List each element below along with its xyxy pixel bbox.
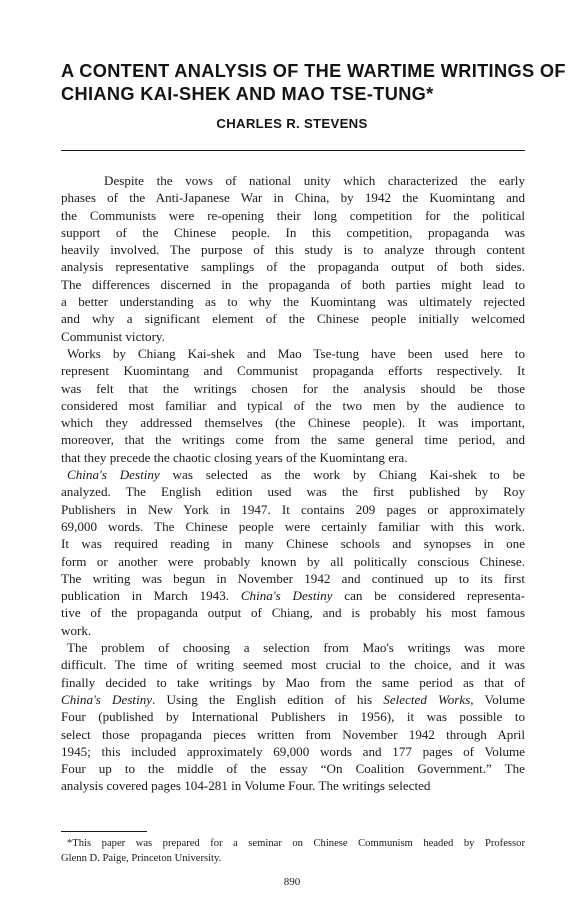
book-title-italic: China's Destiny <box>61 691 153 707</box>
body-line: the Communists were re-opening their long competition for the political <box>61 207 525 223</box>
body-line: form or another were probably known by all politically conscious Chinese. <box>61 553 525 569</box>
body-line: analysis covered pages 104-281 in Volume Four. The writings selected <box>61 778 431 794</box>
body-line: 69,000 words. The Chinese people were certainly familiar with this work. <box>61 518 525 534</box>
body-line: Four (published by International Publishers in 1956), it was possible to <box>61 709 525 725</box>
body-line: a better understanding as to why the Kuomintang was ultimately rejected <box>61 294 525 310</box>
article-title <box>61 60 566 106</box>
body-line: Despite the vows of national unity which characterized the early <box>104 173 525 188</box>
body-line-fragment: was selected as the work by Chiang Kai-shek to be <box>159 467 525 483</box>
body-line: difficult. The time of writing seemed most crucial to the choice, and it was <box>61 657 525 673</box>
book-title-italic: China's Destiny <box>67 467 160 483</box>
body-line: analysis representative samplings of the propaganda output of both sides. <box>61 259 525 275</box>
body-line: It was required reading in many Chinese schools and synopses in one <box>61 536 525 552</box>
body-line <box>61 691 525 708</box>
body-line: 1945; this included approximately 69,000 words and 177 pages of Volume <box>61 743 525 759</box>
author-name: CHARLES R. STEVENS <box>216 116 368 131</box>
title-line-1: A CONTENT ANALYSIS OF THE WARTIME WRITINGS OF <box>61 61 566 81</box>
body-line: The differences discerned in the propaganda of both parties might lead to <box>61 276 525 292</box>
body-line: and why a significant element of the Chinese people initially welcomed <box>61 311 525 327</box>
body-line: The problem of choosing a selection from Mao's writings was more <box>67 640 525 656</box>
body-line <box>61 466 525 483</box>
book-title-italic: Selected Works <box>383 691 471 707</box>
footnote <box>61 836 525 866</box>
article-body <box>61 172 525 795</box>
body-line: that they precede the chaotic closing years of the Kuomintang era. <box>61 449 408 465</box>
footnote-divider <box>61 831 147 832</box>
body-line: support of the Chinese people. In this competition, propaganda was <box>61 224 525 240</box>
title-divider <box>61 150 525 151</box>
body-line: was felt that the writings chosen for the analysis should be those <box>61 380 525 396</box>
body-line: moreover, that the writings come from the same general time period, and <box>61 432 525 448</box>
body-line-fragment: , Volume <box>470 691 525 707</box>
body-line: analyzed. The English edition used was the first published by Roy <box>61 484 525 500</box>
footnote-line: Glenn D. Paige, Princeton University. <box>61 853 222 864</box>
body-line-fragment: . Using the English edition of his <box>152 691 384 707</box>
body-line: The writing was begun in November 1942 and continued up to its first <box>61 570 525 586</box>
footnote-line: *This paper was prepared for a seminar on Chinese Communism headed by Professor <box>67 838 525 849</box>
body-line-fragment: publication in March 1943. <box>61 588 241 604</box>
body-line: select those propaganda pieces written from November 1942 through April <box>61 726 525 742</box>
body-line: Communist victory. <box>61 328 165 344</box>
body-line: considered most familiar and typical of the two men by the audience to <box>61 397 525 413</box>
body-line: finally decided to take writings by Mao from the same period as that of <box>61 674 525 690</box>
body-line-fragment: can be considered representa- <box>332 588 525 604</box>
body-line: phases of the Anti-Japanese War in China, by 1942 the Kuomintang and <box>61 190 525 206</box>
title-line-2: CHIANG KAI-SHEK AND MAO TSE-TUNG* <box>61 84 434 104</box>
body-line: which they addressed themselves (the Chinese people). It was important, <box>61 415 525 431</box>
body-line: tive of the propaganda output of Chiang, and is probably his most famous <box>61 605 525 621</box>
book-title-italic: China's Destiny <box>240 588 333 604</box>
body-line: heavily involved. The purpose of this study is to analyze through content <box>61 242 525 258</box>
body-line: represent Kuomintang and Communist propaganda efforts respectively. It <box>61 363 525 379</box>
body-line: work. <box>61 622 92 638</box>
page-number: 890 <box>283 876 301 888</box>
body-line <box>61 587 525 604</box>
body-line: Publishers in New York in 1947. It contains 209 pages or approximately <box>61 501 525 517</box>
body-line: Works by Chiang Kai-shek and Mao Tse-tung have been used here to <box>67 345 525 361</box>
body-line: Four up to the middle of the essay “On Coalition Government.” The <box>61 761 525 777</box>
